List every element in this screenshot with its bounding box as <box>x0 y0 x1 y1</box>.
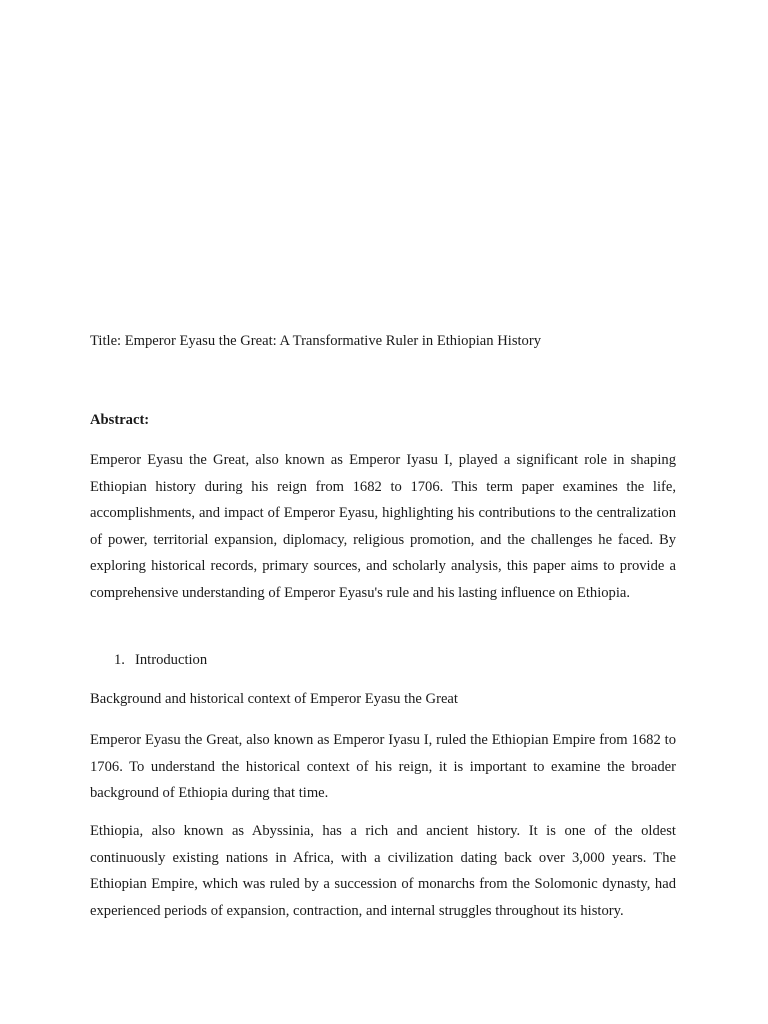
body-paragraph: Emperor Eyasu the Great, also known as Emperor Iyasu I, ruled the Ethiopian Empire from 1682 to 1706. To understand the historical context of his reign, it is important to examine the broader background of Ethiopia during that time. <box>90 732 676 802</box>
body-paragraph: Ethiopia, also known as Abyssinia, has a rich and ancient history. It is one of the oldest continuously existing nations in Africa, with a civilization dating back over 3,000 years. The Ethiopian Empire, which was ruled by a succession of monarchs from the Solomonic dynasty, had experienced periods of expansion, contraction, and internal struggles throughout its history. <box>90 823 676 919</box>
section-subheading: Background and historical context of Emperor Eyasu the Great <box>90 691 458 707</box>
section-list-item <box>114 650 207 670</box>
document-title: Title: Emperor Eyasu the Great: A Transformative Ruler in Ethiopian History <box>90 333 542 349</box>
section-label: Introduction <box>135 652 208 668</box>
abstract-heading: Abstract: <box>90 412 150 428</box>
section-number: 1. <box>114 652 125 668</box>
abstract-paragraph: Emperor Eyasu the Great, also known as Emperor Iyasu I, played a significant role in shaping Ethiopian history during his reign from 1682 to 1706. This term paper examines the life, accomplishments, and impact of Emperor Eyasu, highlighting his contributions to the centralization of power, territorial expansion, diplomacy, religious promotion, and the challenges he faced. By exploring historical records, primary sources, and scholarly analysis, this paper aims to provide a comprehensive understanding of Emperor Eyasu's rule and his lasting influence on Ethiopia. <box>90 452 676 601</box>
